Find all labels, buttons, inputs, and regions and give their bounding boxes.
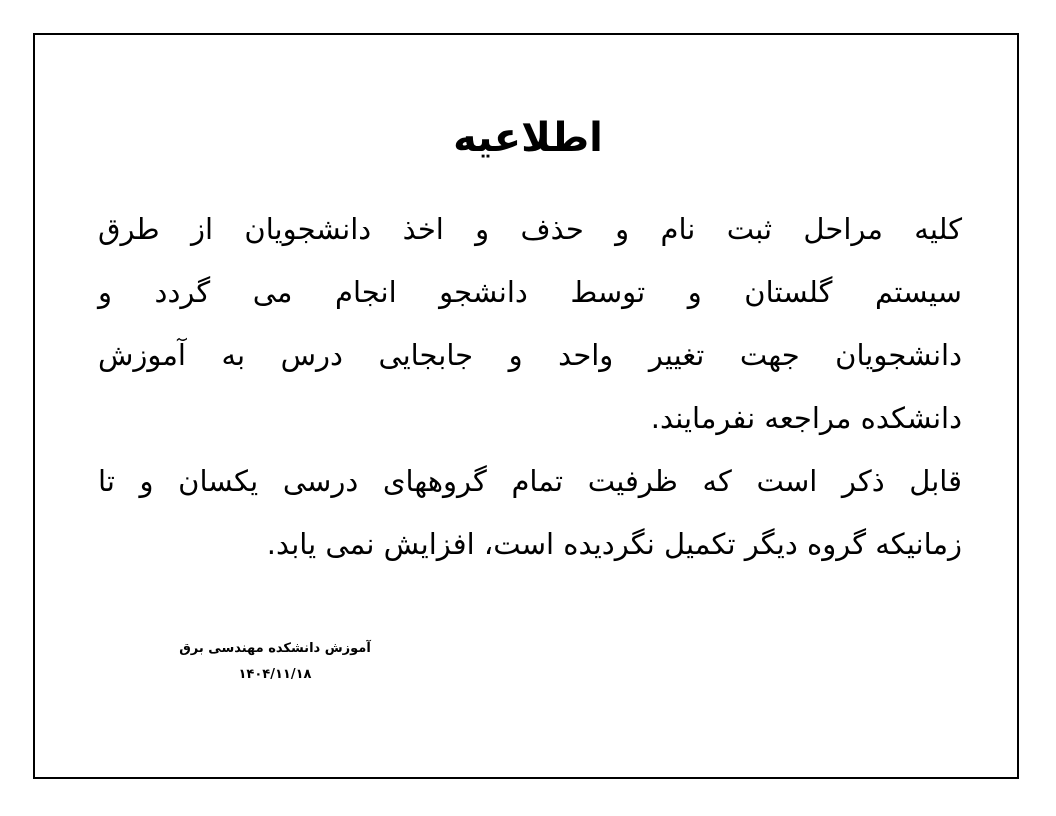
paragraph-1-line-2: سیستم گلستان و توسط دانشجو انجام می گردد و [98,275,962,309]
notice-title: اطلاعیه [453,115,603,161]
notice-paragraph-2 [98,450,962,576]
paragraph-1-line-3: دانشجویان جهت تغییر واحد و جابجایی درس به آموزش [98,338,962,372]
signature-block [150,636,400,688]
signature-date: ۱۴۰۴/۱۱/۱۸ [238,667,312,682]
paragraph-1-line-4: دانشکده مراجعه نفرمایند. [650,401,962,435]
signature-office: آموزش دانشکده مهندسی برق [179,641,371,656]
paragraph-2-line-1: قابل ذکر است که ظرفیت تمام گروههای درسی یکسان و تا [98,464,962,498]
paragraph-2-line-2: زمانیکه گروه دیگر تکمیل نگردیده است، افزایش نمی یابد. [266,527,962,561]
notice-paragraph-1 [98,198,962,450]
paragraph-1-line-1: کلیه مراحل ثبت نام و حذف و اخذ دانشجویان از طرق [98,212,962,246]
